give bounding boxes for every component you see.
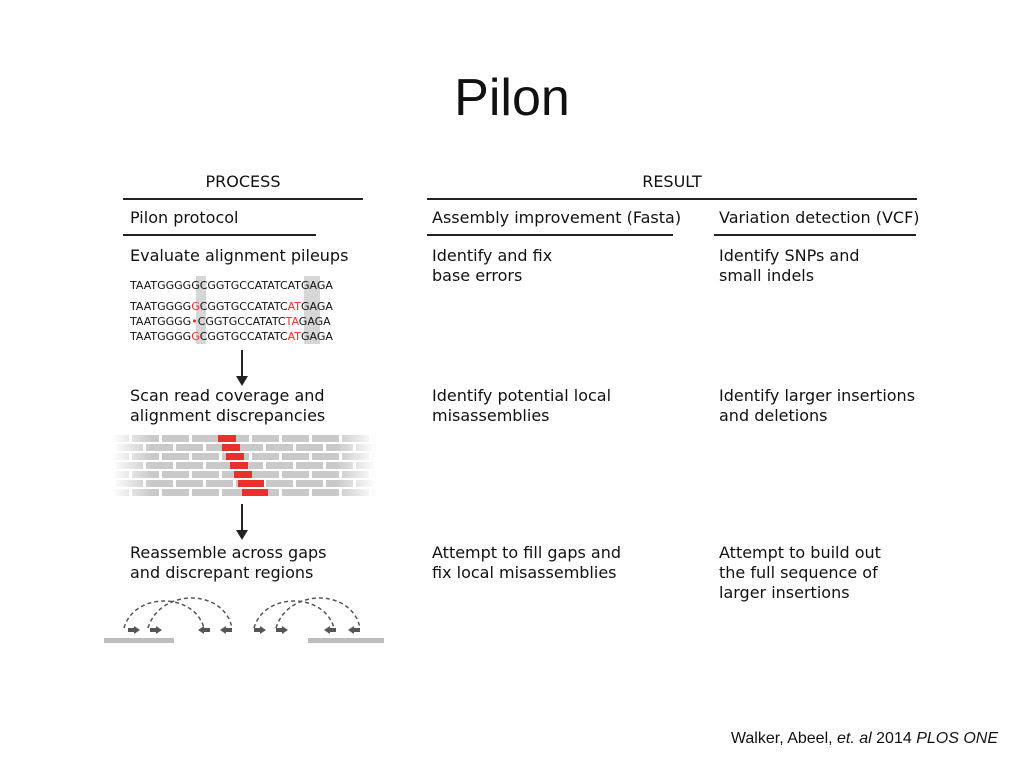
dashed-arc xyxy=(124,601,204,628)
seq-part: CGGTGCCATATC xyxy=(199,330,288,343)
citation-journal: PLOS ONE xyxy=(916,730,998,747)
process-header-rule xyxy=(123,198,363,200)
seq-part: GAGA xyxy=(301,330,333,343)
left-arrow-icon xyxy=(198,626,210,634)
step3-process: Reassemble across gaps and discrepant regions xyxy=(130,543,327,582)
contig-bar xyxy=(308,638,384,643)
discrepancy-segment xyxy=(242,489,268,496)
step2-assembly: Identify potential local misassemblies xyxy=(432,386,612,425)
protocol-rule xyxy=(123,234,316,236)
reassembly-graphic xyxy=(104,584,384,648)
citation-year: 2014 xyxy=(871,730,917,747)
fade-left xyxy=(112,434,152,498)
read-segment xyxy=(282,453,309,460)
seq-variant: AT xyxy=(287,300,302,313)
read-segment xyxy=(296,462,323,469)
read-segment xyxy=(162,489,189,496)
right-arrow-icon xyxy=(128,626,140,634)
citation xyxy=(731,730,998,748)
seq-part: TAATGGGG xyxy=(130,279,192,292)
read-sequence xyxy=(130,315,331,328)
fade-right xyxy=(336,434,376,498)
read-segment xyxy=(206,480,233,487)
seq-part: G xyxy=(191,279,200,292)
dashed-arc xyxy=(276,598,360,628)
down-arrow-icon xyxy=(234,502,250,542)
discrepancy-segment xyxy=(222,444,240,451)
seq-part: TAATGGGG xyxy=(130,315,192,328)
seq-part: GAGA xyxy=(298,315,331,328)
assembly-rule xyxy=(427,234,673,236)
right-arrow-icon xyxy=(254,626,266,634)
read-sequence xyxy=(130,300,333,313)
read-segment xyxy=(162,453,189,460)
discrepancy-segment xyxy=(218,435,236,442)
read-segment xyxy=(176,444,203,451)
read-segment xyxy=(192,435,219,442)
right-arrow-icon xyxy=(276,626,288,634)
result-header: RESULT xyxy=(642,172,702,191)
discrepancy-segment xyxy=(230,462,248,469)
discrepancy-segment xyxy=(238,480,264,487)
read-segment xyxy=(252,453,279,460)
dashed-arc xyxy=(148,598,232,628)
discrepancy-segment xyxy=(234,471,252,478)
right-arrow-icon xyxy=(150,626,162,634)
step3-variation: Attempt to build out the full sequence of larger insertions xyxy=(719,543,881,602)
variation-label: Variation detection (VCF) xyxy=(719,208,920,227)
seq-variant: TA xyxy=(285,315,299,328)
process-header: PROCESS xyxy=(205,172,281,191)
contig-bar xyxy=(104,638,174,643)
read-segment xyxy=(266,444,293,451)
read-segment xyxy=(282,489,309,496)
read-segment xyxy=(282,471,309,478)
assembly-label: Assembly improvement (Fasta) xyxy=(432,208,682,227)
seq-part: CGGTGCCATATC xyxy=(197,315,286,328)
left-arrow-icon xyxy=(348,626,360,634)
read-segment xyxy=(192,453,219,460)
read-segment xyxy=(162,471,189,478)
reference-sequence xyxy=(130,279,333,292)
slide-title: Pilon xyxy=(454,69,570,127)
read-segment xyxy=(296,444,323,451)
read-segment xyxy=(266,462,293,469)
step2-variation: Identify larger insertions and deletions xyxy=(719,386,916,425)
seq-variant: G xyxy=(191,330,200,343)
seq-variant: G xyxy=(191,300,200,313)
seq-part: GAGA xyxy=(301,279,333,292)
read-segment xyxy=(252,471,279,478)
left-arrow-icon xyxy=(220,626,232,634)
seq-part: AT xyxy=(287,279,302,292)
seq-part: TAATGGGG xyxy=(130,330,192,343)
step3-assembly: Attempt to fill gaps and fix local misassemblies xyxy=(432,543,621,582)
variation-rule xyxy=(714,234,916,236)
down-arrow-icon xyxy=(234,348,250,388)
read-segment xyxy=(296,480,323,487)
read-segment xyxy=(312,453,339,460)
protocol-label: Pilon protocol xyxy=(130,208,239,227)
read-segment xyxy=(236,444,263,451)
left-arrow-icon xyxy=(324,626,336,634)
read-segment xyxy=(282,435,309,442)
step1-process: Evaluate alignment pileups xyxy=(130,246,349,265)
read-segment xyxy=(176,480,203,487)
discrepancy-segment xyxy=(226,453,244,460)
step2-process: Scan read coverage and alignment discrepancies xyxy=(130,386,326,425)
read-segment xyxy=(312,435,339,442)
read-segment xyxy=(312,489,339,496)
read-coverage-graphic xyxy=(112,434,376,498)
read-segment xyxy=(192,489,219,496)
read-segment xyxy=(206,462,233,469)
read-segment xyxy=(176,462,203,469)
citation-etal: et. al xyxy=(837,730,872,747)
read-segment xyxy=(162,435,189,442)
seq-variant: AT xyxy=(287,330,302,343)
read-segment xyxy=(266,480,293,487)
read-segment xyxy=(192,471,219,478)
read-sequence xyxy=(130,330,333,343)
seq-part: GAGA xyxy=(301,300,333,313)
citation-authors: Walker, Abeel, xyxy=(730,730,838,747)
seq-part: TAATGGGG xyxy=(130,300,192,313)
seq-part: CGGTGCCATATC xyxy=(199,300,288,313)
read-segment xyxy=(312,471,339,478)
seq-variant: • xyxy=(191,315,198,328)
result-header-rule xyxy=(427,198,917,200)
step1-variation: Identify SNPs and small indels xyxy=(719,246,860,285)
read-segment xyxy=(252,435,279,442)
seq-part: CGGTGCCATATC xyxy=(199,279,288,292)
step1-assembly: Identify and fix base errors xyxy=(432,246,553,285)
